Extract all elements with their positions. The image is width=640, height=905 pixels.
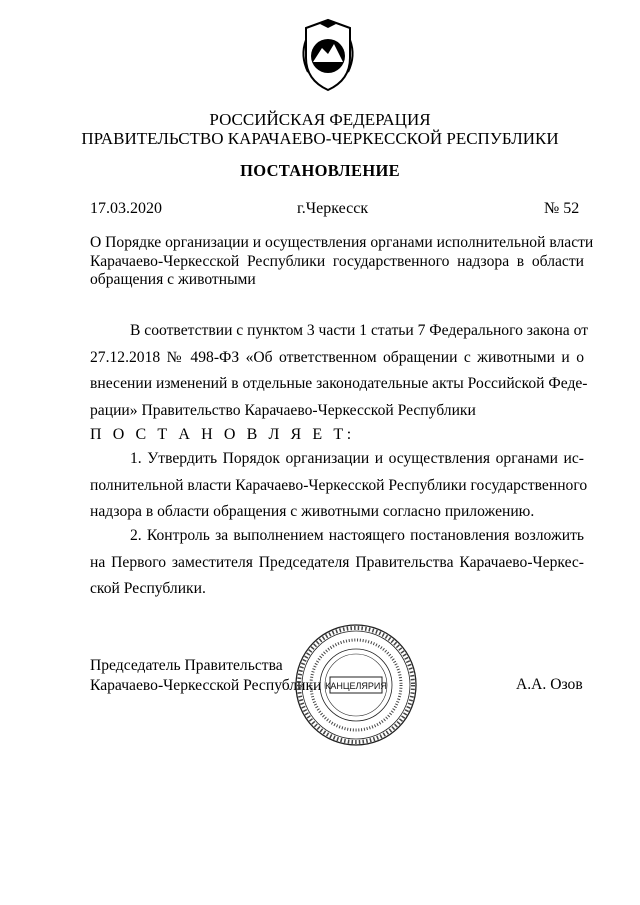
item-1-paragraph (90, 446, 588, 526)
item-2-paragraph (90, 523, 584, 603)
paragraph-line: внесении изменений в отдельные законодательные акты Российской Феде- (90, 375, 588, 392)
signatory-position (90, 656, 321, 696)
stamp-center-text: КАНЦЕЛЯРИЯ (325, 681, 387, 691)
paragraph-line: надзора в области обращения с животными согласно приложению. (90, 503, 535, 520)
signatory-position-line: Карачаево-Черкесской Республики (90, 677, 322, 694)
document-type-title: ПОСТАНОВЛЕНИЕ (240, 161, 400, 180)
paragraph-line: рации» Правительство Карачаево-Черкесской Республики (90, 401, 476, 419)
paragraph-line: 1. Утвердить Порядок организации и осуществления органами ис- (130, 450, 584, 467)
subject-line: Карачаево-Черкесской Республики государственного надзора в области (90, 252, 584, 270)
document-date: 17.03.2020 (90, 200, 162, 217)
paragraph-line: полнительной власти Карачаево-Черкесской Республики государственного (90, 476, 588, 494)
header-line-2: ПРАВИТЕЛЬСТВО КАРАЧАЕВО-ЧЕРКЕССКОЙ РЕСПУБЛИКИ (81, 129, 559, 148)
subject-line: обращения с животными (90, 271, 256, 288)
paragraph-line: на Первого заместителя Председателя Правительства Карачаево-Черкес- (90, 553, 584, 571)
paragraph-line: В соответствии с пунктом 3 части 1 статьи 7 Федерального закона от (130, 322, 589, 339)
decree-word: П О С Т А Н О В Л Я Е Т: (90, 426, 355, 443)
paragraph-line: ской Республики. (90, 580, 206, 597)
official-seal-stamp-icon (294, 623, 418, 747)
signatory-position-line: Председатель Правительства (90, 657, 283, 674)
document-city: г.Черкесск (297, 200, 369, 217)
preamble-paragraph (90, 318, 589, 424)
paragraph-line: 27.12.2018 № 498-ФЗ «Об ответственном обращении с животными и о (90, 348, 584, 366)
paragraph-line: 2. Контроль за выполнением настоящего постановления возложить (130, 527, 584, 544)
header-line-1: РОССИЙСКАЯ ФЕДЕРАЦИЯ (209, 110, 431, 129)
coat-of-arms-icon (298, 18, 358, 92)
document-number: № 52 (544, 200, 580, 217)
document-subject (90, 234, 594, 290)
subject-line: О Порядке организации и осуществления органами исполнительной власти (90, 234, 594, 251)
signatory-name: А.А. Озов (516, 676, 583, 693)
